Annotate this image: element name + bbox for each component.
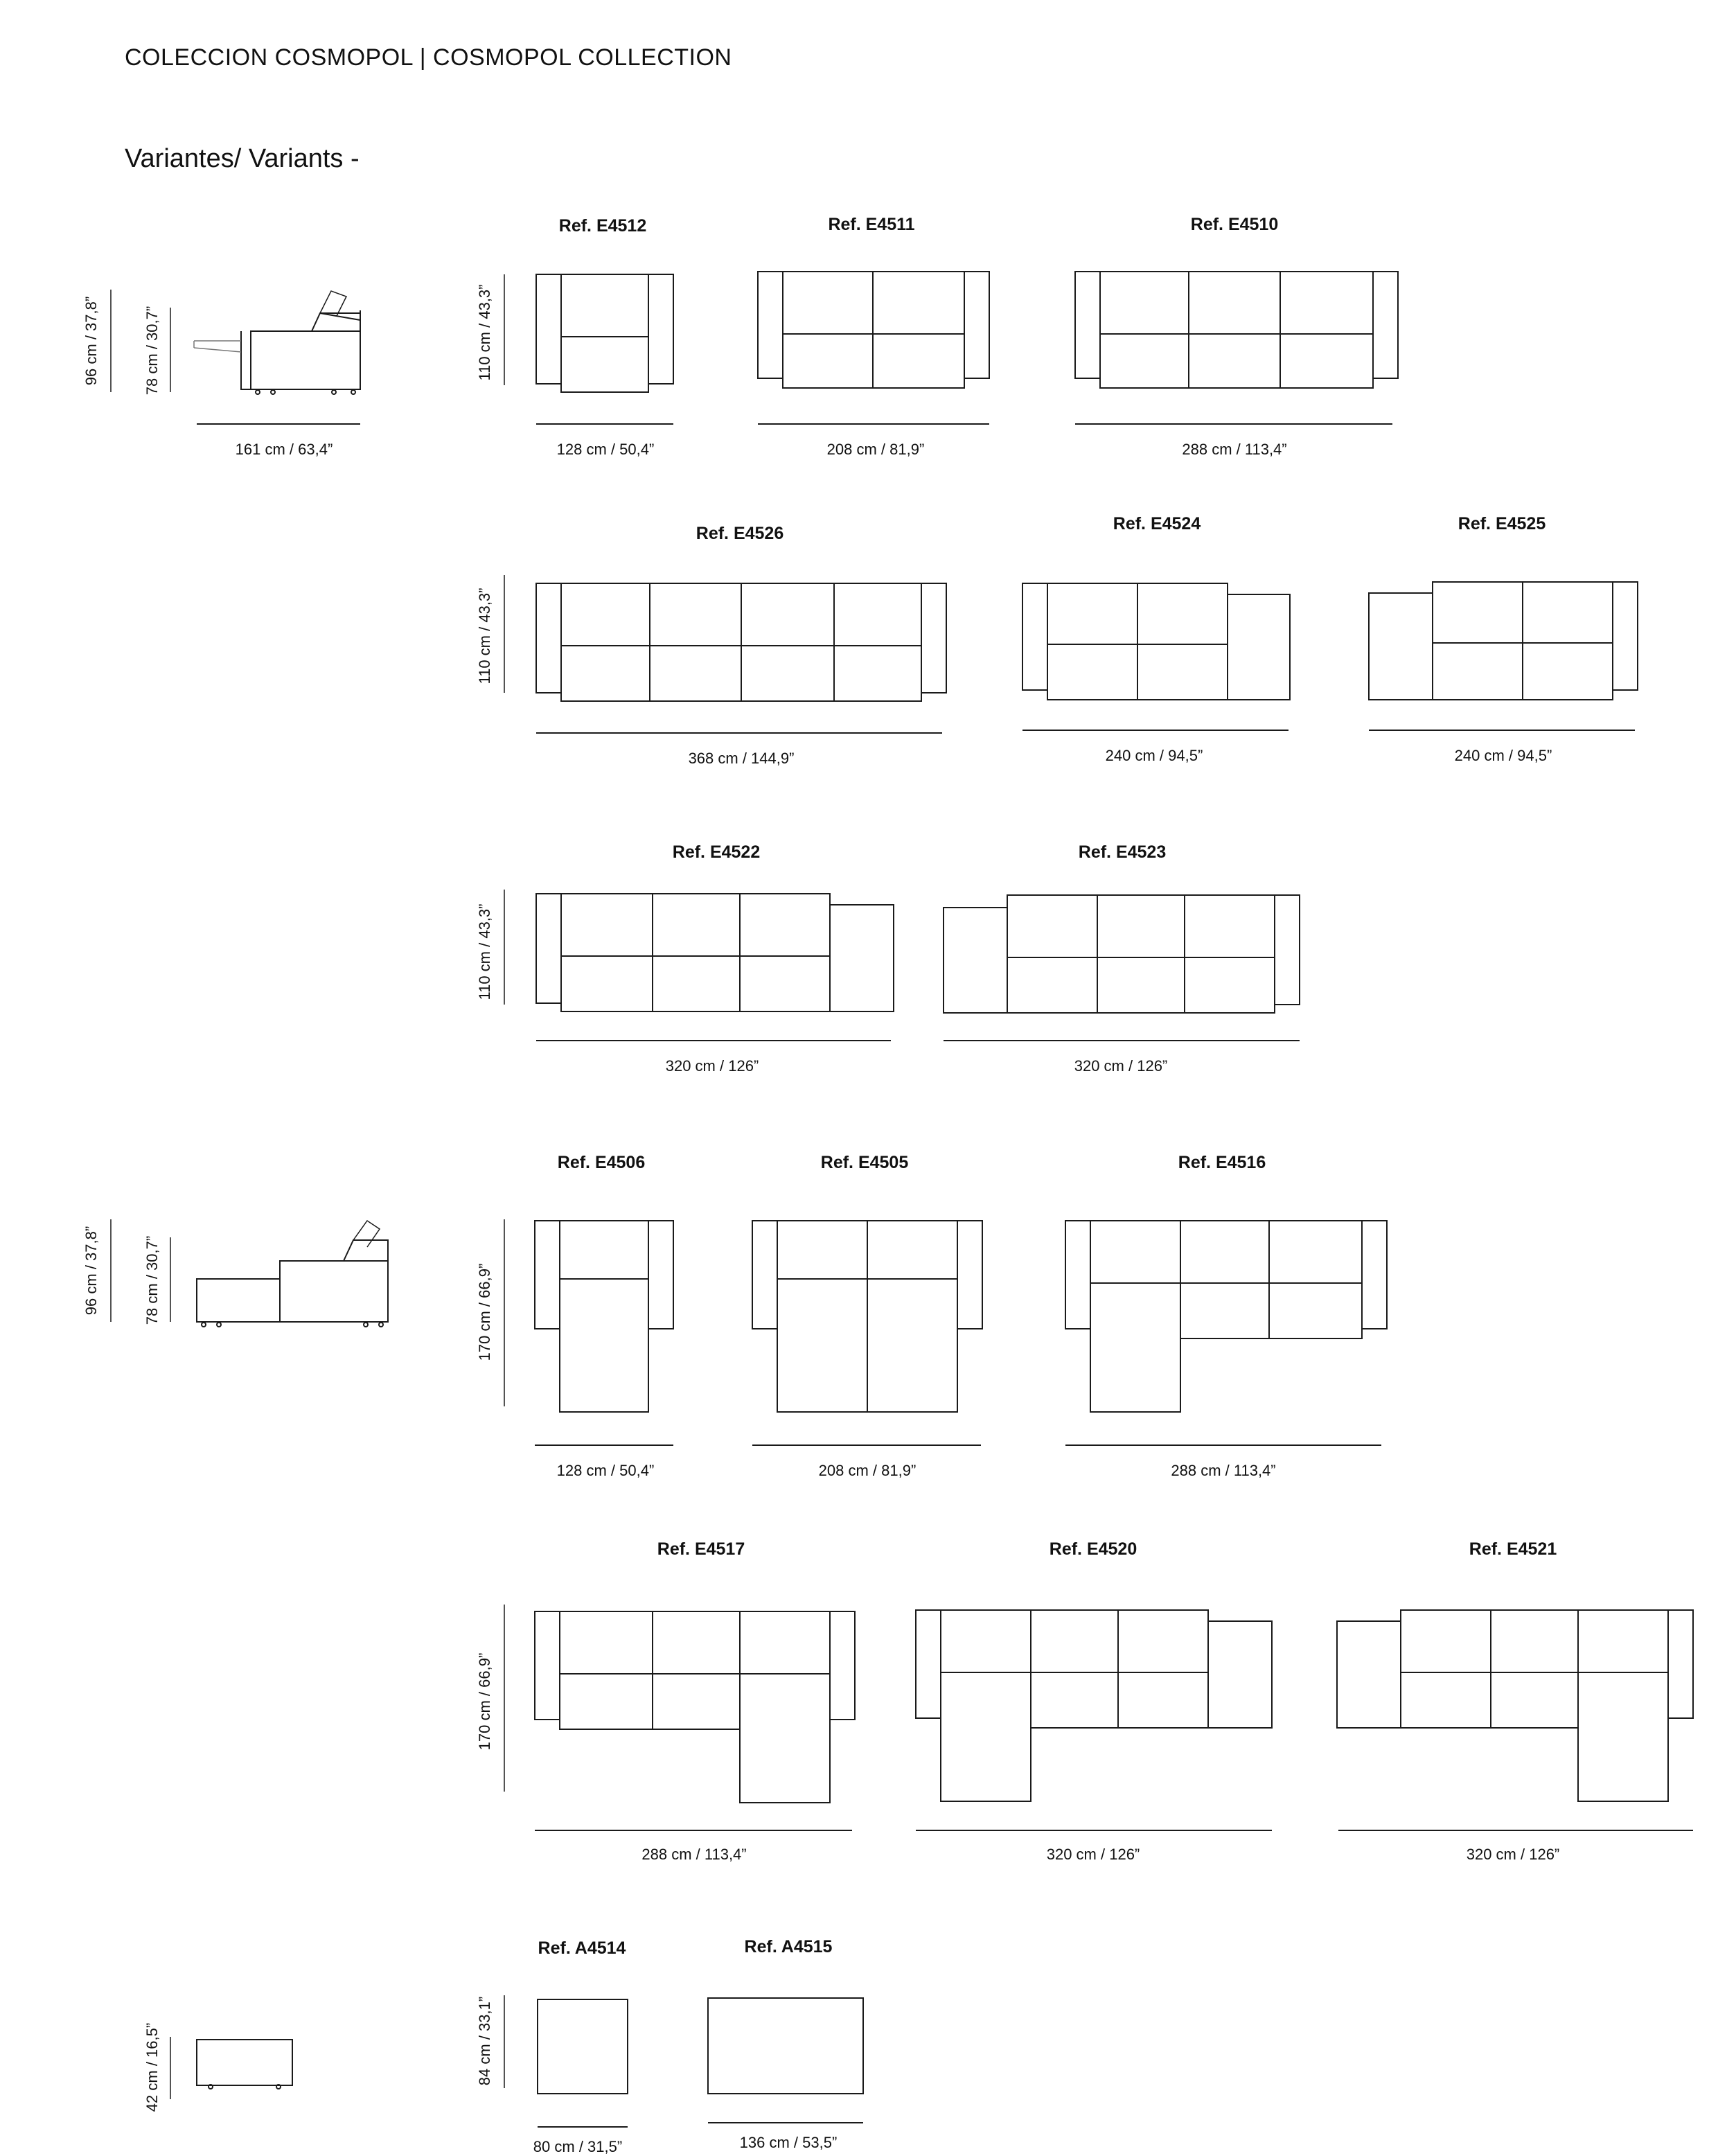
page-title: COLECCION COSMOPOL | COSMOPOL COLLECTION [125,44,732,71]
width-label-E4510: 288 cm / 113,4” [1182,441,1287,458]
profile-2-total-height: 96 cm / 37,8” [82,1226,100,1316]
ref-label-E4525: Ref. E4525 [1458,514,1546,533]
width-label-E4506: 128 cm / 50,4” [556,1462,655,1479]
drawing-E4524 [1022,583,1290,730]
ref-label-E4506: Ref. E4506 [557,1153,646,1172]
width-label-E4511: 208 cm / 81,9” [826,441,925,458]
drawing-E4510 [1075,272,1398,424]
drawing-E4511 [758,272,989,424]
ref-label-A4514: Ref. A4514 [538,1938,626,1958]
profile-ottoman-side-view [170,2037,292,2099]
ref-label-E4512: Ref. E4512 [558,216,647,236]
ref-label-E4516: Ref. E4516 [1178,1153,1266,1172]
row-5-height-label: 170 cm / 66,9” [476,1652,493,1751]
ref-label-E4522: Ref. E4522 [672,842,761,862]
ref-label-E4524: Ref. E4524 [1113,514,1201,533]
ref-label-E4510: Ref. E4510 [1190,215,1279,234]
row-6-height-label: 84 cm / 33,1” [476,1996,493,2086]
width-label-E4526: 368 cm / 144,9” [688,750,795,767]
drawing-E4521 [1337,1610,1693,1830]
ref-label-E4511: Ref. E4511 [828,215,915,234]
row-3-height-label: 110 cm / 43,3” [476,903,493,1000]
ref-label-E4517: Ref. E4517 [657,1539,745,1559]
width-label-E4520: 320 cm / 126” [1046,1846,1140,1863]
drawing-A4515 [708,1998,863,2123]
profile-1-depth: 161 cm / 63,4” [235,441,333,458]
profile-2-seat-height: 78 cm / 30,7” [143,1235,161,1325]
width-label-A4514: 80 cm / 31,5” [533,2138,623,2155]
drawing-E4505 [752,1221,982,1445]
drawing-A4514 [538,1999,628,2127]
drawing-E4506 [535,1221,673,1445]
ref-label-E4526: Ref. E4526 [696,524,784,543]
ref-label-A4515: Ref. A4515 [744,1937,833,1956]
width-label-E4522: 320 cm / 126” [665,1057,759,1075]
width-label-E4516: 288 cm / 113,4” [1171,1462,1276,1479]
drawing-E4525 [1369,582,1638,730]
drawing-E4520 [916,1610,1272,1830]
profile-1-total-height: 96 cm / 37,8” [82,296,100,386]
width-label-E4523: 320 cm / 126” [1074,1057,1168,1075]
width-label-E4521: 320 cm / 126” [1466,1846,1560,1863]
width-label-E4524: 240 cm / 94,5” [1105,747,1203,764]
row-1-height-label: 110 cm / 43,3” [476,284,493,381]
width-label-E4512: 128 cm / 50,4” [556,441,655,458]
row-4-height-label: 170 cm / 66,9” [476,1263,493,1361]
ref-label-E4505: Ref. E4505 [820,1153,909,1172]
drawing-E4512 [536,274,673,424]
drawing-E4523 [944,895,1300,1041]
page-subtitle: Variantes/ Variants - [125,144,360,173]
drawing-E4526 [536,583,946,733]
drawing-E4522 [536,894,894,1041]
ref-label-E4520: Ref. E4520 [1049,1539,1137,1559]
width-label-E4525: 240 cm / 94,5” [1454,747,1552,764]
width-label-E4517: 288 cm / 113,4” [641,1846,747,1863]
ref-label-E4523: Ref. E4523 [1078,842,1167,862]
drawing-E4517 [535,1611,855,1830]
ref-label-E4521: Ref. E4521 [1469,1539,1557,1559]
row-2-height-label: 110 cm / 43,3” [476,587,493,684]
width-label-E4505: 208 cm / 81,9” [818,1462,916,1479]
width-label-A4515: 136 cm / 53,5” [739,2134,838,2151]
drawing-E4516 [1065,1221,1387,1445]
profile-1-seat-height: 78 cm / 30,7” [143,306,161,396]
profile-3-height: 42 cm / 16,5” [143,2022,161,2112]
